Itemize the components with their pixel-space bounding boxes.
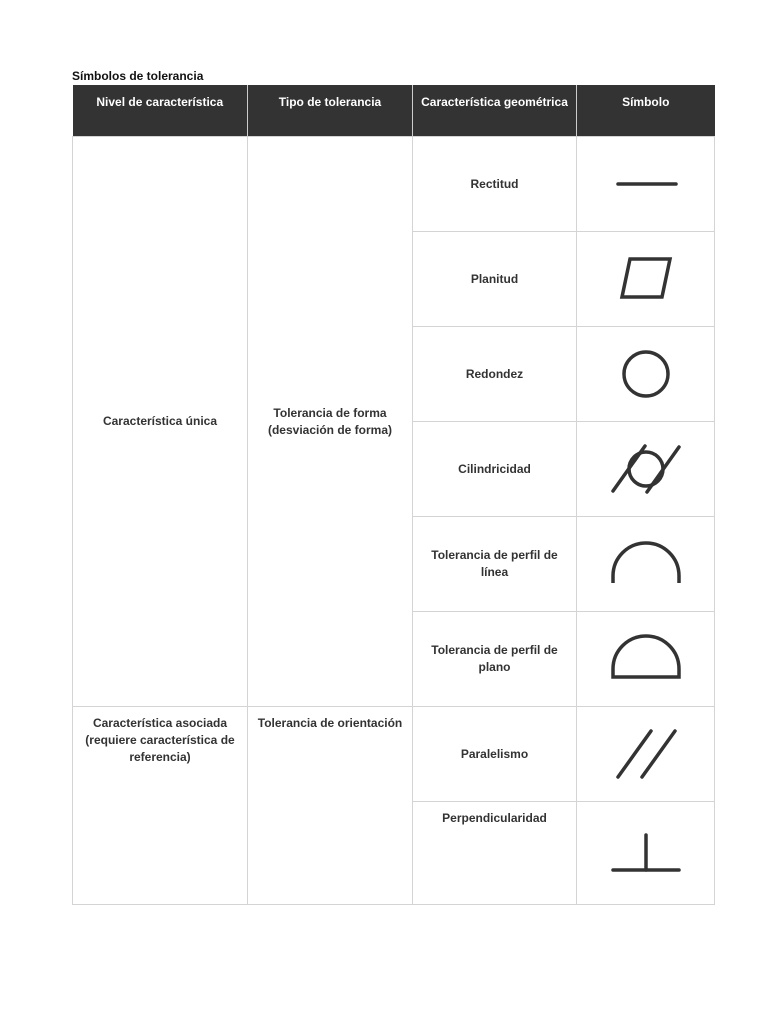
type-cell: Tolerancia de orientación <box>248 707 413 905</box>
header-characteristic: Característica geométrica <box>413 85 577 137</box>
straightness-icon <box>606 164 686 204</box>
characteristic-cell: Paralelismo <box>413 707 577 802</box>
document-title: Símbolos de tolerancia <box>72 69 204 83</box>
level-cell: Característica única <box>73 137 248 707</box>
symbol-cell <box>577 517 715 612</box>
circularity-icon <box>606 344 686 404</box>
type-cell: Tolerancia de forma (desviación de forma) <box>248 137 413 707</box>
perpendicularity-icon <box>606 823 686 883</box>
cylindricity-icon <box>596 439 696 499</box>
symbol-cell <box>577 422 715 517</box>
characteristic-cell: Tolerancia de perfil de plano <box>413 612 577 707</box>
tolerance-symbols-table <box>72 85 715 905</box>
table-row <box>73 137 715 232</box>
line-profile-icon <box>606 534 686 594</box>
header-level: Nivel de característica <box>73 85 248 137</box>
characteristic-cell: Redondez <box>413 327 577 422</box>
characteristic-cell: Cilindricidad <box>413 422 577 517</box>
table-header-row <box>73 85 715 137</box>
table-row <box>73 707 715 802</box>
symbol-cell <box>577 612 715 707</box>
level-cell: Característica asociada (requiere característica de referencia) <box>73 707 248 905</box>
symbol-cell <box>577 232 715 327</box>
characteristic-cell: Planitud <box>413 232 577 327</box>
flatness-icon <box>606 249 686 309</box>
symbol-cell <box>577 802 715 905</box>
characteristic-cell: Perpendicularidad <box>413 802 577 905</box>
surface-profile-icon <box>606 629 686 689</box>
characteristic-cell: Rectitud <box>413 137 577 232</box>
header-type: Tipo de tolerancia <box>248 85 413 137</box>
characteristic-cell: Tolerancia de perfil de línea <box>413 517 577 612</box>
symbol-cell <box>577 707 715 802</box>
parallelism-icon <box>606 724 686 784</box>
header-symbol: Símbolo <box>577 85 715 137</box>
symbol-cell <box>577 137 715 232</box>
symbol-cell <box>577 327 715 422</box>
